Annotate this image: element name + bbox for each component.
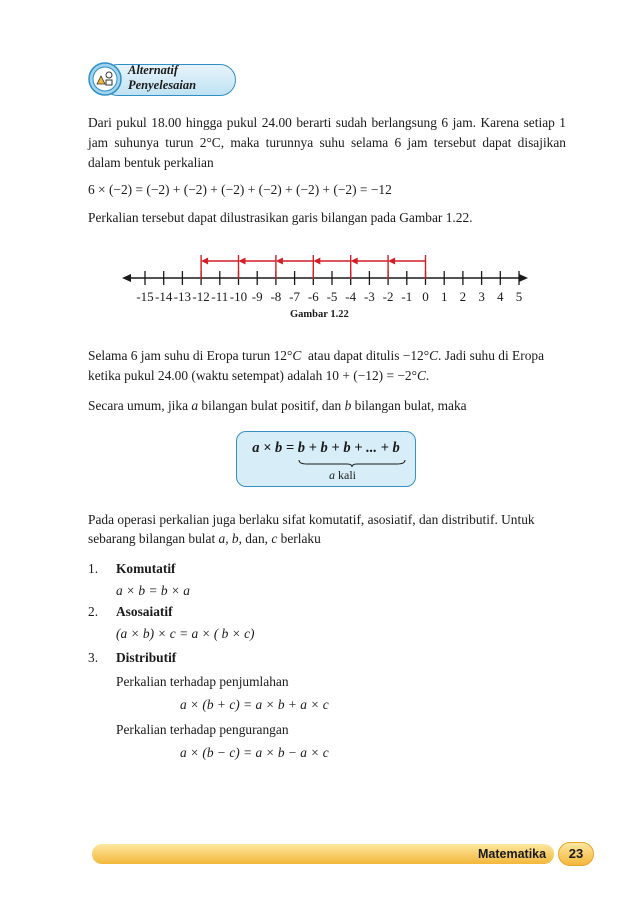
jump-arrowhead bbox=[351, 258, 358, 265]
illustration-sentence: Perkalian tersebut dapat dilustrasikan garis bilangan pada Gambar 1.22. bbox=[88, 210, 473, 225]
result-sentence-2: ketika pukul 24.00 (waktu setempat) adalah 10 + (−12) = −2°C. bbox=[88, 368, 430, 383]
number-line-label: -8 bbox=[270, 289, 282, 304]
number-line-label: 4 bbox=[497, 289, 504, 304]
distributive-addition-formula: a × (b + c) = a × b + a × c bbox=[180, 697, 329, 712]
badge-label-line1: Alternatif bbox=[128, 63, 179, 77]
number-line-label: -3 bbox=[363, 289, 375, 304]
number-line-label: -4 bbox=[345, 289, 357, 304]
property-3-title: Distributif bbox=[116, 650, 177, 665]
axis-right-arrowhead bbox=[519, 274, 528, 282]
distributive-subtraction-label: Perkalian terhadap pengurangan bbox=[116, 722, 289, 737]
property-3-number: 3. bbox=[88, 650, 99, 665]
jump-arrowhead bbox=[388, 258, 395, 265]
badge-label-line2: Penyelesaian bbox=[128, 78, 197, 92]
number-line-label: 5 bbox=[515, 289, 523, 304]
number-line-label: 1 bbox=[440, 289, 448, 304]
number-line-label: -1 bbox=[401, 289, 413, 304]
underbrace bbox=[297, 458, 407, 468]
alternative-solution-badge bbox=[88, 62, 236, 96]
property-1-title: Komutatif bbox=[116, 561, 176, 576]
axis-left-arrowhead bbox=[122, 274, 131, 282]
number-line-label: -15 bbox=[136, 289, 154, 304]
page-number: 23 bbox=[558, 842, 594, 866]
property-2-title: Asosaiatif bbox=[116, 604, 173, 619]
figure-caption: Gambar 1.22 bbox=[290, 309, 349, 320]
jump-arrowhead bbox=[276, 258, 283, 265]
jump-arrowhead bbox=[201, 258, 208, 265]
formula-subscript: a kali bbox=[329, 468, 356, 482]
multiplication-definition-box bbox=[236, 431, 416, 487]
intro-paragraph: Dari pukul 18.00 hingga pukul 24.00 berarti sudah berlangsung 6 jam. Karena setiap 1 jam suhunya turun 2°C, maka turunnya suhu selama 6 jam tersebut dapat disajikan dalam bentuk perkalian bbox=[88, 115, 566, 170]
jump-arrowhead bbox=[239, 258, 246, 265]
footer-title: Matematika bbox=[478, 847, 547, 861]
property-1-formula: a × b = b × a bbox=[116, 583, 190, 598]
number-line-label: -10 bbox=[229, 289, 248, 304]
general-statement: Secara umum, jika a bilangan bulat positif, dan b bilangan bulat, maka bbox=[88, 398, 467, 413]
number-line-label: -7 bbox=[289, 289, 301, 304]
properties-intro-1: Pada operasi perkalian juga berlaku sifat komutatif, asosiatif, dan distributif. Untuk bbox=[88, 512, 535, 527]
multiplication-equation: 6 × (−2) = (−2) + (−2) + (−2) + (−2) + (−2) + (−2) = −12 bbox=[88, 182, 392, 197]
result-sentence-1: Selama 6 jam suhu di Eropa turun 12°C atau dapat ditulis −12°C. Jadi suhu di Eropa bbox=[88, 348, 545, 363]
distributive-addition-label: Perkalian terhadap penjumlahan bbox=[116, 674, 289, 689]
number-line-label: -13 bbox=[173, 289, 192, 304]
formula-main: a × b = b + b + b + ... + b bbox=[252, 440, 400, 456]
distributive-subtraction-formula: a × (b − c) = a × b − a × c bbox=[180, 745, 329, 760]
properties-intro-2: sebarang bilangan bulat a, b, dan, c berlaku bbox=[88, 531, 321, 546]
number-line-label: -9 bbox=[251, 289, 263, 304]
number-line bbox=[122, 255, 528, 304]
number-line-label: -2 bbox=[382, 289, 394, 304]
property-1-number: 1. bbox=[88, 561, 99, 576]
jump-arrowhead bbox=[313, 258, 320, 265]
number-line-label: -14 bbox=[155, 289, 173, 304]
number-line-label: -11 bbox=[211, 289, 229, 304]
property-2-formula: (a × b) × c = a × ( b × c) bbox=[116, 626, 255, 641]
number-line-label: 2 bbox=[459, 289, 467, 304]
property-2-number: 2. bbox=[88, 604, 99, 619]
badge-label bbox=[128, 63, 196, 93]
number-line-label: -12 bbox=[192, 289, 210, 304]
number-line-label: -6 bbox=[307, 289, 319, 304]
number-line-label: 3 bbox=[478, 289, 485, 304]
number-line-label: 0 bbox=[422, 289, 429, 304]
number-line-label: -5 bbox=[326, 289, 338, 304]
alternative-solution-icon bbox=[88, 62, 122, 96]
